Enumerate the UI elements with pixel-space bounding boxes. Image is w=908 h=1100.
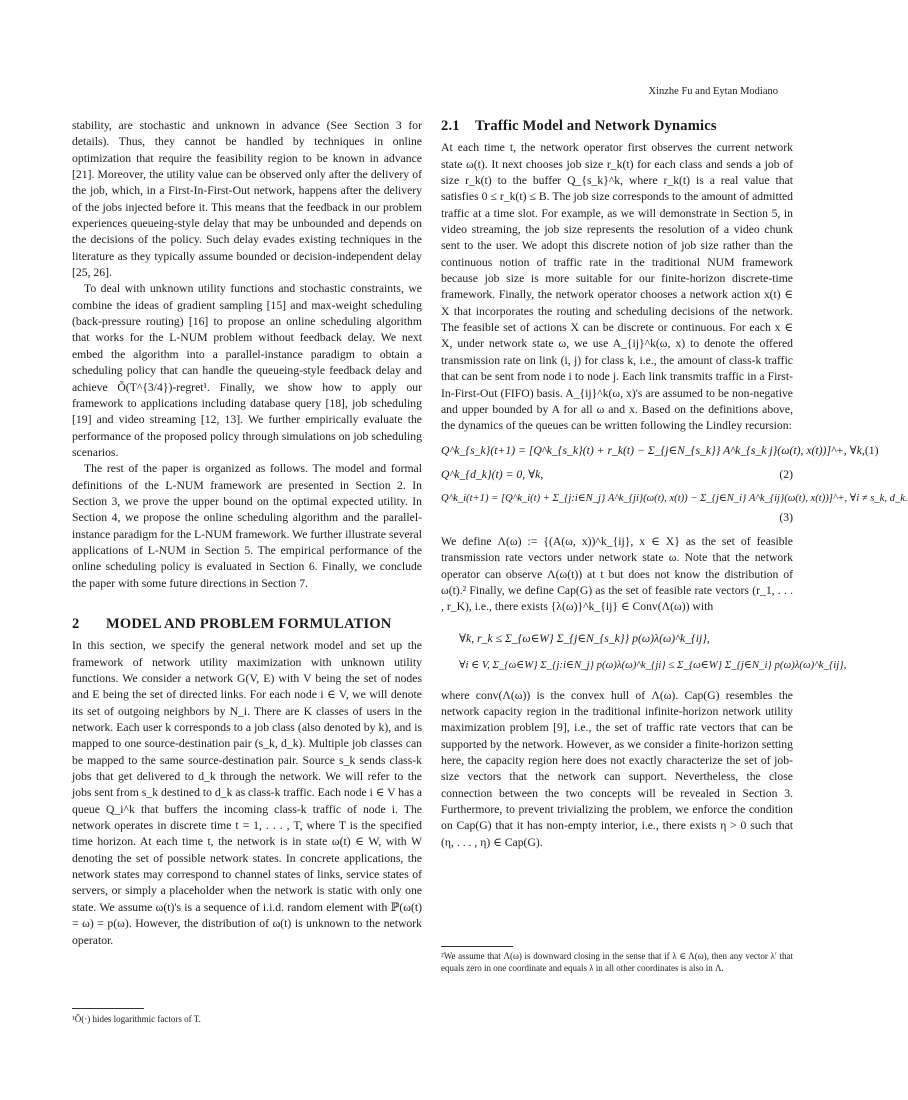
equation-3 [441, 491, 908, 507]
paragraph: We define Λ(ω) := {(A(ω, x))^k_{ij}, x ∈ X} as the set of feasible transmission rate vectors under network state ω. Note that the network operator can observe Λ(ω(t)) at t but does not know the distribution of ω(t).² Finally, we define Cap(G) as the set of feasible rate vectors (r_1, . . . , r_K), i.e., there exists {λ(ω)}^k_{ij} ∈ Conv(Λ(ω)) with [441, 534, 793, 614]
equation-2 [441, 467, 793, 483]
paragraph: To deal with unknown utility functions and stochastic constraints, we combine the ideas of gradient sampling [15] and max-weight scheduling (back-pressure routing) [16] to propose an online scheduling algorithm that works for the L-NUM problem without feedback delay. We next embed the algorithm into a parallel-instance paradigm to obtain a scheduling policy that can handle the queueing-style feedback delay and achieve Õ(T^{3/4})-regret¹. Finally, we show how to apply our framework to applications including database query [18], job scheduling [19] and video streaming [12, 13]. We further empirically evaluate the performance of the proposed policy through simulations on job scheduling scenarios. [72, 282, 422, 459]
equation-3-number [441, 510, 793, 526]
section-number: 2 [72, 615, 80, 632]
subsection-title: Traffic Model and Network Dynamics [475, 118, 717, 134]
paragraph: where conv(Λ(ω)) is the convex hull of Λ(ω). Cap(G) resembles the network capacity region in the traditional infinite-horizon network utility maximization problem [9], i.e., the set of traffic rate vectors that can be supported by the network. However, as we consider a finite-horizon setting here, the capacity region here does not exactly characterize the set of job-size vectors that the network can support. Nevertheless, the close connection between the two concepts will be revealed in Section 3. Furthermore, to prevent trivializing the problem, we enforce the condition on Cap(G) that it has non-empty interior, i.e., there exists η > 0 such that (η, . . . , η) ∈ Cap(G). [441, 688, 793, 849]
left-column [72, 118, 422, 949]
equation-body: Q^k_i(t+1) = [Q^k_i(t) + Σ_{j:i∈N_j} A^k_{ji}(ω(t), x(t)) − Σ_{j∈N_i} A^k_{ij}(ω(t), x(t))]^+, ∀i ≠ s_k, d_k. [441, 493, 908, 505]
paragraph: stability, are stochastic and unknown in advance (See Section 3 for details). Thus, they cannot be handled by techniques in online optimization that require the feasibility region to be known in advance [21]. Moreover, the utility value can be observed only after the delivery of the job, which, in a First-In-First-Out network, happens after the delivery of the jobs injected before it. This means that the feedback in our problem experiences queueing-style delay that may be unbounded and depends on the decisions of the policy. Such delay evades existing techniques in the literature as they typically assume bounded or decision-independent delay [25, 26]. [72, 119, 422, 280]
footnote-rule [441, 946, 513, 947]
footnote: ¹Õ(·) hides logarithmic factors of T. [72, 1014, 201, 1024]
equation-number: (1) [864, 443, 879, 457]
condition-2: ∀i ∈ V, Σ_{ω∈W} Σ_{j:i∈N_j} p(ω)λ(ω)^k_{ji} ≤ Σ_{ω∈W} Σ_{j∈N_i} p(ω)λ(ω)^k_{ij}, [459, 658, 847, 671]
paragraph: In this section, we specify the general network model and set up the framework of network utility maximization with unknown utility functions. We consider a network G(V, E) with V being the set of nodes and E being the set of directed links. For each node i ∈ V, we will denote its set of outgoing neighbors by N_i. There are K classes of users in the network. Each user k corresponds to a job class (also denoted by k), and is mapped to one source-destination pair (s_k, d_k). Multiple job classes can be mapped to the same source-destination pair. Source s_k sends class-k jobs that get delivered to d_k through the network. We will refer to the jobs sent from s_k destined to d_k as class-k traffic. Each node i ∈ V has a queue Q_i^k that buffers the incoming class-k traffic of node i. The network operates in discrete time t = 1, . . . , T, where T is the specified time horizon. At each time t, the network is in state ω(t) ∈ W, with W denoting the set of possible network states. In concrete applications, the network states may correspond to channel states of links, service states of servers, or simply a placeholder when the network is static with only one state. We assume ω(t)'s is a sequence of i.i.d. random element with ℙ(ω(t) = ω) = p(ω). However, the distribution of ω(t) is unknown to the network operator. [72, 639, 422, 947]
footnote-rule [72, 1008, 144, 1009]
equation-body: Q^k_{d_k}(t) = 0, ∀k, [441, 467, 544, 481]
section-heading [72, 616, 422, 632]
paragraph: The rest of the paper is organized as follows. The model and formal definitions of the L-NUM framework are presented in Section 2. In Section 3, we prove the upper bound on the optimal expected utility. In Section 4, we propose the online scheduling algorithm and the parallel-instance paradigm for the L-NUM framework. We further illustrate several applications of L-NUM in Section 5. The empirical performance of the online scheduling policy is evaluated in Section 6. Finally, we conclude the paper with some future directions in Section 7. [72, 462, 422, 590]
running-header: Xinzhe Fu and Eytan Modiano [648, 86, 778, 97]
footnote: ²We assume that Λ(ω) is downward closing in the sense that if λ ∈ Λ(ω), then any vector λ′ that equals zero in one coordinate and equals λ in all other coordinates is also in Λ. [441, 951, 793, 973]
equation-body: Q^k_{s_k}(t+1) = [Q^k_{s_k}(t) + r_k(t) − Σ_{j∈N_{s_k}} A^k_{s_k j}(ω(t), x(t))]^+, ∀k, [441, 443, 865, 457]
equation-1 [441, 443, 879, 459]
paragraph: At each time t, the network operator first observes the current network state ω(t). It next chooses job size r_k(t) for each class and sends a job of size r_k(t) to the buffer Q_{s_k}^k, where r_k(t) is a real value that satisfies 0 ≤ r_k(t) ≤ B. The job size corresponds to the amount of admitted traffic at a time slot. For example, as we will demonstrate in Section 5, in video streaming, the job size represents the resolution of a video chunk sent to the user. We adopt this discrete notion of job size rather than the continuous notion of traffic rate in the traditional NUM framework because job size is more suitable for our finite-horizon discrete-time framework. Finally, the network operator chooses a network action x(t) ∈ X that incorporates the routing and scheduling decisions of the network. The feasible set of actions X can be discrete or continuous. For each x ∈ X, under network state ω, we use A_{ij}^k(ω, x) to denote the offered transmission rate on link (i, j) for class k, i.e., the amount of class-k traffic that can be sent from node i to node j. Each link transmits traffic in a First-In-First-Out (FIFO) basis. A_{ij}^k(ω, x)'s are assumed to be non-negative and upper bounded by A for all ω and x. Based on the definitions above, the dynamics of the queues can be written following the Lindley recursion: [441, 141, 793, 433]
section-title: MODEL AND PROBLEM FORMULATION [106, 615, 392, 632]
condition-1: ∀k, r_k ≤ Σ_{ω∈W} Σ_{j∈N_{s_k}} p(ω)λ(ω)^k_{ij}, [459, 631, 710, 645]
capacity-conditions [459, 626, 847, 678]
equation-number: (3) [779, 510, 793, 524]
subsection-heading [441, 118, 793, 134]
right-column [441, 118, 908, 851]
subsection-number: 2.1 [441, 118, 460, 134]
equation-number: (2) [779, 467, 793, 481]
